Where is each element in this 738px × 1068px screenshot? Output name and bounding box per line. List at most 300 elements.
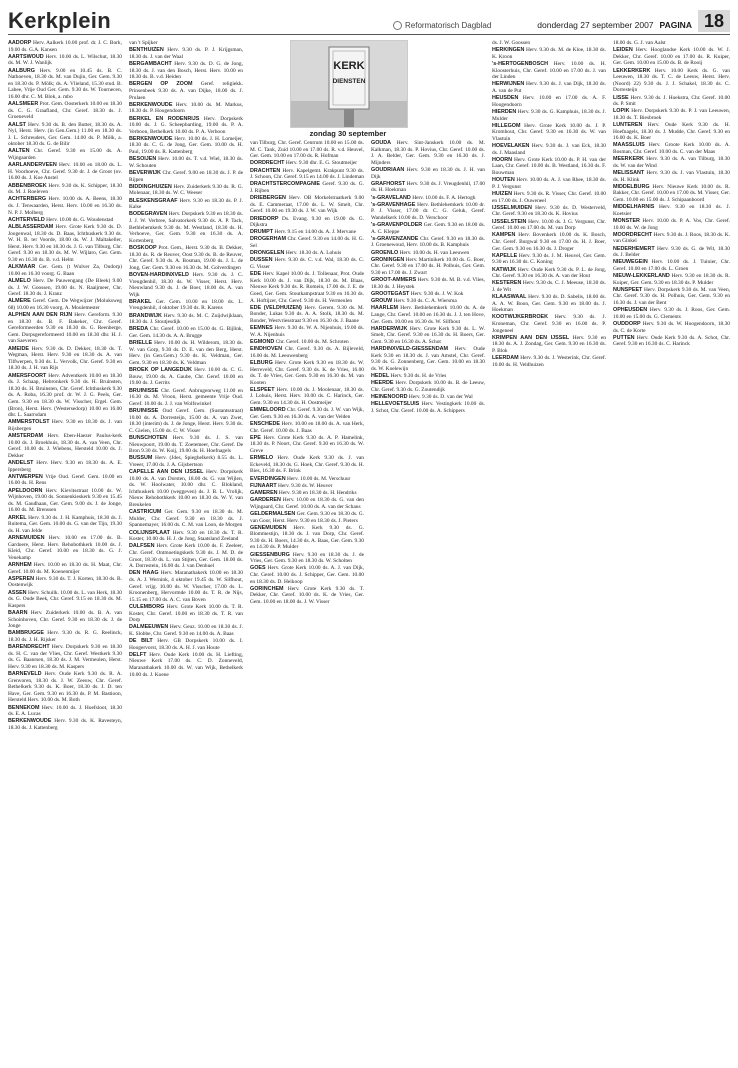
place-name: NIEUW-LEKKERLAND: [613, 273, 670, 280]
place-name: BERKENWOUDE: [129, 135, 173, 142]
service-details: Ger. Gem. (t Wulver Za, Oudorp) 10.00 en 16.30 voorg. G. Baan: [8, 264, 122, 277]
listing-entry: [613, 287, 730, 307]
service-details: Herv. 9.30 ds. J. Hoekstra, Chr. Geref. 10.00 ds. P. Smit: [613, 94, 730, 108]
service-details: Herv. 9.30 ds. G. de Wit, 18.30 ds. J. Belder: [613, 245, 730, 259]
place-name: 's-HERTOGENBOSCH: [492, 60, 548, 67]
listing-entry: [371, 181, 485, 194]
listing-entry: [8, 346, 122, 372]
place-name: HUIZEN: [492, 191, 513, 197]
listing-column-4: [371, 140, 485, 1060]
service-details: Herv. 10.00 ds. T. v.d. Wiel, 18.30 ds. W. Schouten: [129, 156, 243, 169]
listing-entry: [250, 455, 364, 475]
service-details: Herv. 9.30 ds. C. v.d. Wal, 18.30 ds. C. G. Visser: [250, 257, 364, 271]
place-name: NIEUWEGEIN: [613, 259, 648, 266]
place-name: 's-GRAVENZANDE: [371, 235, 419, 242]
listing-entry: [492, 205, 606, 218]
listing-entry: [129, 530, 243, 543]
service-details: Herv. Martinikerk 10.00 ds. G. Boer, Chr. Geref. 9.30 en 17.00 ds. H. Polhuis, Ger. Gem. 9.30 en 17.00 ds. J. Zwart: [371, 256, 485, 277]
listing-entry: [250, 236, 364, 249]
place-name: MEERKERK: [613, 156, 644, 163]
place-name: ASSEN: [8, 589, 27, 596]
listing-entry: [492, 143, 606, 156]
place-name: DE BILT: [129, 638, 153, 645]
place-name: ELBURG: [250, 359, 273, 366]
listing-entry: [613, 47, 730, 67]
service-details: Herv. Grote Kerk 9.30 ds. L. W. Smelt, Chr. Geref. 9.30 en 16.30 ds. H. Boers, Ger. Gem. 9.30 en 16.30 ds. A. Schot: [371, 325, 485, 345]
listing-entry: [250, 229, 364, 236]
service-details: Herv. 10.00 en 18.00 ds. L. H. Voorhoeve, Chr. Geref. 9.30 dr. J. de Groot (ov. 16.00 ds. J. Koe Anstel: [8, 162, 122, 182]
listing-entry: [250, 435, 364, 455]
service-details: Herv. 9.30 ds. D. Sabelis, 18.00 ds. A. A. W. Boon, Ger. Gem. 9.30 en 18.00 ds. J. Hoekman: [492, 294, 606, 314]
listing-entry: [250, 483, 364, 490]
service-details: Herv. Vestingkerk 10.00 ds. J. Schot, Chr. Geref. 10.00 ds. A. Schippers: [371, 401, 485, 414]
service-details: Herv. Grote Kerk 9.30 ds. A. P. Hamelink, 18.30 ds. P. Noort, Chr. Geref. 9.30 en 16.30 ds. W. Greve: [250, 434, 364, 454]
listing-entry: [129, 604, 243, 624]
header-rule: [8, 34, 730, 35]
listing-entry: [613, 246, 730, 259]
service-details: Herv. Oude Kerk 9.30 ds. A. Schot, Chr. Geref. 9.30 en 16.30 ds. C. Harinck: [613, 334, 730, 348]
listing-entry: [613, 307, 730, 320]
place-name: HELLEVOETSLUIS: [371, 401, 420, 408]
place-name: BLESKENSGRAAF: [129, 197, 178, 204]
listing-entry: [8, 515, 122, 535]
place-name: BAARN: [8, 609, 28, 616]
listing-entry: [8, 196, 122, 216]
service-details: Herv. 9.30 ds. K. Schipper, 18.30 ds. M. J. Roeleven: [8, 182, 122, 196]
listing-entry: [129, 198, 243, 211]
listing-entry: [8, 101, 122, 121]
listing-entry: [371, 346, 485, 372]
service-details: Ger. Gem. 9.30 en 18.30 ds. M. Mulder, Chr. Geref. 9.30 en 18.30 ds. J. Spannemayer, 16.00 ds. C. M. van Loon, de Morgen: [129, 509, 243, 529]
listing-entry: [371, 222, 485, 235]
listing-entry: [613, 218, 730, 231]
service-details: Herv. 10.00 ds. P. A. Vos, Chr. Geref. 10.00 ds. W. de Jong: [613, 217, 730, 231]
listing-entry: [492, 219, 606, 232]
listing-entry: [492, 355, 606, 368]
listing-entry: [250, 421, 364, 434]
place-name: EINDHOVEN: [250, 346, 283, 353]
paper-logo-icon: [393, 21, 402, 30]
place-name: KOOTWIJKERBROEK: [492, 314, 549, 321]
place-name: ENSCHEDE: [250, 421, 280, 428]
place-name: AMEIDE: [8, 345, 29, 352]
place-name: EDE: [250, 271, 262, 278]
listing-entry: [8, 419, 122, 432]
place-name: FIJNAART: [250, 482, 277, 489]
listing-entry: [129, 509, 243, 529]
place-name: LOPIK: [613, 108, 630, 115]
listing-entry: [371, 326, 485, 346]
listing-entry: [492, 47, 606, 60]
service-details: Herv. 10.00 ds. G. Woudenstad: [46, 216, 114, 223]
service-details: Ger. Gem. 9.30 en 18.30 ds. G. van Goor, Herst. Herv. 9.30 en 18.30 ds. J. Pieters: [250, 510, 364, 524]
place-name: AMMERSTOLST: [8, 419, 50, 426]
listing-entry: [371, 291, 485, 298]
service-details: Herv. 10.00 ds. J. G. Vergunst, Chr. Geref. 10.00 en 17.00 ds. M. van Dorp: [492, 218, 606, 232]
place-name: DELFT: [129, 651, 147, 658]
place-name: BUNSCHOTEN: [129, 434, 168, 441]
service-details: Herv. Kapelgemt. Krakpunt 9.30 ds. J. Schoon, Chr. Geref. 9.15 en 14.00 ds. J. Lindeman: [250, 167, 364, 181]
service-details: Herv. Hooglandse Kerk 10.00 ds. W. J. Dekker, Chr. Geref. 10.00 en 17.00 ds. R. Kuiper, Ger. Gem. 10.00 en 15.00 ds. B. de Rooij: [613, 47, 730, 67]
listing-entry: [492, 40, 606, 47]
place-name: GOUDA: [371, 140, 392, 146]
service-details: Herv. Kerk 9.30 ds. G. Blommestijn, 18.30 ds. J. van Dorp, Chr. Geref. 9.30 ds. H. Boers, 14.30 ds. A. Baas, Ger. Gem. 9.30 en 14.30 ds. P. Mulder: [250, 524, 364, 551]
place-name: DRACHTEN: [250, 167, 281, 174]
listing-entry: [371, 140, 485, 166]
service-details: Herv. Dorpskerk 10.00 ds. J. G. Scheepbarding, 19.00 ds. P. A. Verboon, Bethelkerk 10.00 ds. P. A. Verboon: [129, 115, 243, 135]
service-details: Herv. 10.00 ds. H. van Leeuwen: [399, 249, 470, 256]
place-name: BERKEL EN RODENRIJS: [129, 115, 200, 122]
listing-entry: [492, 109, 606, 122]
service-details: 18.00 ds. G. J. van Aalst: [613, 40, 666, 46]
listing-entry: [250, 140, 364, 160]
service-details: Chr. Geref. 9.30 en 15.00 ds. A. Wijngaarden: [8, 148, 122, 162]
place-name: GROOTEGAST: [371, 291, 410, 297]
service-details: Herv. Dorpskerk 9.30 en 18.30 ds. H. C. van der Vlies, Chr. Geref. Westkerk 9.30 ds. G. Baanrsen, 18.30 ds. J. M. Vermeulen, Herst. Herv. 9.30 en 18.30 ds. M. Kaspers: [8, 644, 122, 670]
place-name: ABBENBROEK: [8, 182, 47, 189]
service-details: Herv. 9.30 ds. J. Roos, 18.30 ds. K. van Ginkel: [613, 231, 730, 245]
place-name: AALBURG: [8, 67, 35, 74]
service-details: Herv. 9.30 ds. B. den Butter, 18.30 ds. A. Nyl, Herst. Herv. (in Gen.Gem.) 11.00 en 18.30 ds. J. L. Schreuders, Ger. Gem. 14.00 ds. P. Mölk, a. oktober 18.30 ds. G. de Bilir: [8, 121, 122, 148]
place-name: BREDA: [129, 326, 149, 333]
service-details: Herv. Oude Kerk 9.30 ds. H. Hoefnagels, 18.30 ds. J. Mudde, Chr. Geref. 9.30 en 16.00 ds. K. Boer: [613, 122, 730, 142]
service-details: ds. J. W. Goossen: [492, 40, 531, 46]
service-details: Herv. 9.30 ds. J. S. van Nieuwpoort, 19.00 ds. T. Zoetemeer, Chr. Geref. De Bron 9.30 ds. W. Koij, 19.00 ds. H. Hoefnagels: [129, 434, 243, 455]
place-name: AMERSFOORT: [8, 372, 47, 379]
place-name: HILLEGOM: [492, 122, 521, 129]
place-name: HEDEL: [371, 373, 390, 380]
service-details: Herv. Bethlehemkerk 10.00 dr. P. J. Visser, 17.00 dr. C. G. Geluk, Geref. Wandelkerk 10.00 ds. D. Verschoor: [371, 201, 485, 221]
listing-entry: [129, 543, 243, 569]
listing-entry: [129, 313, 243, 326]
listing-entry: [129, 102, 243, 115]
service-details: Vrije Oud. Geref. Gem. 10.00 en 16.00 ds. H. Rens: [8, 473, 122, 487]
service-details: Herv. De Pauwengang (De Bleek) 9.00 ds. J. W. Goossen, 19.00 ds. N. Raaijmeer, Chr. Geref. 18.30 ds. J. Kranz: [8, 277, 122, 298]
place-name: BODEGRAVEN: [129, 211, 168, 218]
place-name: EDE (VELDHUIZEN): [250, 304, 302, 311]
place-name: BAMBRUGGE: [8, 630, 44, 637]
service-details: Herv. 9.30 ds. D. G. de Jong, 18.30 ds. J. van den Bosch, Herst. Herv. 10.00 en 18.30 ds. B. v.d. Heiden: [129, 60, 243, 81]
place-name: EMMELOORD: [250, 407, 286, 414]
church-sign-illustration: [291, 41, 407, 127]
listing-entry: [492, 177, 606, 190]
place-name: MONSTER: [613, 217, 640, 224]
listing-entry: [492, 232, 606, 252]
place-name: GARDEREN: [250, 497, 281, 504]
service-details: Herv. Oude Kerk 9.30 ds. J. van Eckeveld, 18.30 ds. G. Hoek, Chr. Geref. 9.30 ds. H. Bies, 16.30 ds. F. Brink: [250, 455, 364, 475]
service-details: Herv. Grote Kerk 10.00 ds. A. J. van Dijk, Chr. Geref. 10.00 ds. J. Schipper, Ger. Gem. 10.00 en 18.30 ds. D. Heikoop: [250, 565, 364, 585]
service-details: Herv. 10.00 ds. J. Tuinier, Chr. Geref. 10.00 en 17.00 ds. L. Groen: [613, 259, 730, 272]
service-details: van Tilburg, Chr. Geref. Centrum 10.00 en 15.00 ds. M. C. Tank, Zuid 10.00 en 17.00 ds. R. v.d. Heuvel, Ger. Gem. 10.00 en 17.00 ds. R. Hofman: [250, 140, 364, 160]
place-name: DRONGELEN: [250, 250, 285, 257]
place-name: ALMELO: [8, 277, 31, 284]
listing-entry: [371, 305, 485, 325]
service-details: Herv. 9.30 ds. J. van Eck, 18.30 ds. J. Maasland: [492, 143, 606, 156]
service-details: Herv. 9.30 ds. A. van Tilburg, 18.30 ds. W. van der Wind: [613, 156, 730, 169]
listing-entry: [250, 325, 364, 338]
service-details: Herv. 10.00 ds. J. Moolenaar, 18.30 ds. J. Lohuis, Herst. Herv. 10.00 ds. C. Harinck, Ger. Gem. 9.30 en 14.30 ds. H. Oostmeijer: [250, 386, 364, 407]
place-name: IJSSELMUIDEN: [492, 204, 532, 211]
place-name: DALFSEN: [129, 543, 155, 550]
service-details: Herv. Dorpskerk 10.00 ds. B. de Leeuw, Chr. Geref. 9.30 ds. G. Zoutendijk: [371, 380, 485, 393]
service-details: Herv. 9.30 ds. J. Vreugdenhil, 17.00 ds. H. Hoekman: [371, 180, 485, 194]
place-name: ARNEMUIDEN: [8, 535, 45, 541]
service-details: Herv. 10.00 ds. L. Wilschut, 18.30 ds. M. W. J. Wanlijk: [8, 53, 122, 67]
place-name: APELDOORN: [8, 487, 43, 494]
listing-entry: [371, 195, 485, 202]
listing-entry: [250, 168, 364, 181]
service-details: Herv. 9.30 ds. C. J. Meeuse, 18.30 ds. J. de Wit: [492, 280, 606, 293]
place-name: GIESSENBURG: [250, 551, 290, 558]
place-name: AMSTERDAM: [8, 433, 44, 440]
place-name: LUNTEREN: [613, 122, 643, 129]
service-details: Herv. 9.30 ds. D. Dekker, 18.30 ds. T. Wegman, Herst. Herv. 9.30 en 18.30 ds. A. van Tilfwerpen, 9.30 ds. L. Vervolk, Chr. Geref. 9.30 en 18.30 ds. J. H. van Rijs: [8, 345, 122, 372]
place-name: MELISSANT: [613, 170, 645, 177]
place-name: HIERDEN: [492, 108, 517, 115]
place-name: HEERDE: [371, 380, 394, 387]
service-details: Herv. 9.30 en 18.30 ds. P. J. Kalse: [129, 197, 243, 211]
listing-entry: [129, 184, 243, 197]
service-details: Herv. 9.30 ds. T. J. Korten, 18.30 ds. B. Oostenwijk: [8, 575, 122, 589]
service-details: Herv. 9.30 ds. G. Kamphuis, 18.30 ds. J. Mulder: [492, 108, 606, 122]
service-details: Herv. 9.30 ds. J. van Vlastuin, 18.30 ds. H. Klink: [613, 170, 730, 183]
service-details: Herv. 10.00 ds. A. Beens, 18.30 ds. J. Tenwaarden, Herst. Herv. 10.00 en 16.30 ds. N. P. J. Molberg: [8, 196, 122, 216]
service-details: Ger. Gem. 10.00 en 18.00 ds. L. Vreugdenhil, 4 oktober 19.30 ds. R. Karens: [129, 298, 243, 312]
place-name: LEIDEN: [613, 47, 633, 54]
listing-entry: [371, 298, 485, 305]
place-name: KAPELLE: [492, 252, 518, 259]
listing-entry: [129, 455, 243, 468]
listing-entry: [8, 433, 122, 459]
place-name: GROENLO: [371, 249, 399, 256]
service-details: Herv. Bovenkerk 10.00 ds. K. Bosch, Chr. Geref. Burgwal 9.30 en 17.00 ds. H. J. Boer, Ger. Gem. 9.30 en 16.30 ds. J. Droger: [492, 232, 606, 252]
service-details: Herv. Sint-Janskerk 10.00 ds. M. Kalkman, 18.30 ds. P. Hovius, Chr. Geref. 10.00 ds. J. A. Belder, Ger. Gem. 9.30 en 16.30 ds. J. Mijnders: [371, 140, 485, 166]
service-details: Herv. 9.30 ds. D. van der Wal: [408, 394, 473, 401]
listing-entry: [492, 267, 606, 280]
place-name: COLIJNSPLAAT: [129, 529, 170, 536]
listing-entry: [250, 407, 364, 420]
service-details: Herv. 9.30 ds. C. A. Wiersma: [393, 298, 457, 305]
listing-entry: [492, 314, 606, 334]
listing-entry: [8, 671, 122, 704]
service-details: Herv. 9.30 dhr. E. G. Stoutmeijer: [285, 160, 358, 167]
listing-entry: [129, 408, 243, 434]
page-header: [8, 6, 730, 32]
listing-entry: [613, 142, 730, 155]
service-details: Chr. Geref. 9.30 en 18.30 ds. J. Groenewoud, Herv. 10.00 ds. B. Kamphuis: [371, 235, 485, 249]
place-name: BRIELLE: [129, 340, 153, 347]
service-details: Herv. Grote Kerk 10.00 ds. F. Zeeleer, Chr. Geref. Ontmoetingskerk 9.30 ds. J. M. D. de Groot, 18.30 ds. L. van Stijten, Ger. Gem. 18.00 ds. A. Dorrestein, 16.00 ds. J. van Denhuel: [129, 543, 243, 570]
service-details: Ger. Gem. 9.30 en 18.00 ds. A. C. Kleppe: [371, 222, 485, 235]
listing-entry: [129, 624, 243, 637]
service-details: Herv. Grote Kerk 9.30 ds. T. Dekker, Chr. Geref. 10.00 ds. K. de Vries, Ger. Gem. 10.00 en 18.00 ds. J. W. Visser: [250, 585, 364, 605]
service-details: Herv. 10.00 en 18.00 ds. A. van Herk, Chr. Geref. 10.00 ds. J. Baas: [250, 421, 364, 434]
listing-entry: [613, 232, 730, 245]
place-name: MAASSLUIS: [613, 142, 645, 149]
service-details: Herv. Oude Kerk 9.30 ds. P. L. de Jong, Chr. Geref. 9.30 en 16.30 ds. A. van der Hout: [492, 266, 606, 280]
place-name: LEERDAM: [492, 355, 519, 362]
service-details: Herv. 10.00 ds. A. J. van Rhee, 18.30 ds. P. J. Vergunst: [492, 177, 606, 190]
listing-entry: [250, 195, 364, 215]
listing-entry: [8, 373, 122, 419]
place-name: GENEMUIDEN: [250, 524, 287, 531]
listing-entry: [129, 326, 243, 339]
service-details: Herv. 10.00 en 17.00 ds. A. F. Hoogendoorn: [492, 95, 606, 108]
listing-entry: [613, 156, 730, 169]
place-name: DRIEBERGEN: [250, 195, 286, 202]
listing-entry: [371, 401, 485, 414]
listing-entry: [613, 95, 730, 108]
place-name: HOEVELAKEN: [492, 143, 530, 150]
place-name: LEKKERKERK: [613, 67, 651, 74]
page-number: 18: [698, 10, 730, 32]
place-name: BRUINISSE: [129, 407, 159, 414]
listing-entry: [129, 299, 243, 312]
listing-entry: [8, 224, 122, 264]
listing-entry: [8, 122, 122, 148]
service-details: Herv. Kapel 10.00 ds. J. Tollenaar, Prot. Oude Kerk 10.00 ds. J. van Dijk, 18.30 ds. M. Blaas, Nieuwe Kerk 9.30 ds. R. Romein, 17.00 ds. J. E. de Goed, Ger. Gem. Stoutkampstraat 9.30 en 16.30 ds. A. Hoftijzer, Chr. Geref. 9.30 ds. H. Vermeulen: [250, 271, 364, 304]
place-name: HERWIJNEN: [492, 81, 525, 88]
place-name: GOUDRIAAN: [371, 166, 405, 173]
service-details: Herv. Aalkerk 10.00 prof. dr. J. C. Bork, 19.00 ds. G.A. Kansen: [8, 40, 122, 53]
listing-entry: [129, 81, 243, 101]
place-name: GRAFHORST: [371, 180, 406, 187]
service-details: Herv. Oude Kerk 10.00 ds. H. Liefting, Nieuwe Kerk 17.00 ds. C. D. Zonneveld, Maranathakerk 10.00 ds. W. van Wijk, Bethelkerk 10.00 ds. J. Koene: [129, 651, 243, 678]
place-name: HERKINGEN: [492, 47, 525, 54]
service-details: Herv. Gerem. 9.30 ds. M. Bonder, Lukas 9.30 ds. A. A. Stolk, 18.30 ds. M. Bonder, Westvriesstraat 9.30 en 16.30 ds. J. Baane: [250, 304, 364, 324]
service-details: Herv. Groote Kerk 10.00 ds. A. Bosman, Chr. Geref. 10.00 ds. C. van der Maas: [613, 142, 730, 156]
listing-column-2: [129, 40, 243, 1060]
service-details: Herv. 10.00 ds. J. H. Lomeijer, 18.30 ds. C. G. de Jong, Ger. Gem. 10.00 ds. H. Paul, 19.00 ds. R. Kattenberg: [129, 135, 243, 156]
place-name: DRUMPT: [250, 229, 274, 236]
listing-entry: [250, 586, 364, 606]
service-details: Herv. 9.30 en 18.30 ds. H. Hendriks: [278, 489, 357, 496]
place-name: OPHEUSDEN: [613, 307, 648, 314]
service-details: Herv. 9.30 ds. K. Ravesteyn, 18.30 ds. J. Kattenberg: [8, 718, 122, 731]
service-details: Herv. Oude Kerk 9.30 en 18.30 ds. J. van Amstel, Chr. Geref. 9.30 ds. G. Zonnenberg, Ger. Gem. 10.00 en 18.30 ds. W. Koelewijn: [371, 346, 485, 372]
service-details: Herv. Zuiderkerk 9.30 ds. R. G. Molenaar, 18.30 ds. W. C. Weeser: [129, 183, 243, 197]
service-details: Herv. Eben-Haezer Paulus-kerk 10.00 ds. J. Broekhuis, 18.30 ds. A. van Veen, Chr. Geref. 10.00 ds. J. Wiebens, Hersteld 10.00 ds. J. Dekker: [8, 433, 122, 459]
listing-entry: [129, 47, 243, 60]
service-details: Oud Geref. Gem. (Sustantsstraat) 10.00 ds. A. Dorresteijn, 15.00 ds. A. van Zwet, 18.30 (interim) ds. J. de Jonge, Herst. Herv. 9.30 ds. C. Gielen, 15.00 ds. C. W. Visser: [129, 407, 243, 434]
listing-entry: [250, 387, 364, 407]
place-name: MOORDRECHT: [613, 231, 653, 238]
service-details: Herv. 9.30 en 18.30 ds. J. van Rijsbergen: [8, 419, 122, 432]
place-name: ALPHEN AAN DEN RIJN: [8, 312, 73, 319]
listing-entry: [129, 116, 243, 136]
listing-column-6: [613, 40, 730, 1060]
listing-entry: [492, 191, 606, 204]
listing-entry: [492, 253, 606, 266]
place-name: BOSKOOP: [129, 244, 157, 251]
listing-entry: [129, 211, 243, 244]
service-details: Herv. Maranathakerk 10.00 en 18.30 ds. A. J. Wernink, 4 oktober 19.45 ds. W. Silfhout, Geref. vrijg. 10.00 ds. W. Visscher, 17.00 ds. L. Kroonenberg, Hervormde 10.00 ds. T. R. de Nijs, 15.15 en 17.00 ds. A. C. van Boven: [129, 570, 243, 603]
service-details: Herv. 9.30 en 18.30 ds. T. R. Koster, 10.00 ds. H. J. de Jong, Staatsland Zeeland: [129, 529, 243, 543]
listing-entry: [8, 217, 122, 224]
listing-entry: [613, 170, 730, 183]
place-name: ALBLASSERDAM: [8, 223, 54, 230]
listing-entry: [492, 81, 606, 94]
service-details: Herv. 9.30 ds. D. Westerveld, Chr. Geref. 9.30 en 18.30 ds. K. Hovius: [492, 204, 606, 218]
place-name: ANDELST: [8, 460, 34, 467]
place-name: 's-GRAVENPOLDER: [371, 222, 423, 229]
listing-entry: [613, 108, 730, 121]
listing-entry: [250, 476, 364, 483]
place-name: MIDDELHARNIS: [613, 204, 655, 211]
listing-entry: [371, 394, 485, 401]
place-name: BEVERWIJK: [129, 170, 161, 177]
service-details: Herv. 18.30 ds. A. Lohuis: [285, 250, 342, 257]
sign-text-line1: KERK: [333, 60, 365, 72]
listing-entry: [8, 562, 122, 575]
place-name: GROUW: [371, 298, 393, 305]
place-name: DORDRECHT: [250, 160, 285, 167]
place-name: BESOIJEN: [129, 156, 157, 163]
service-details: Herv. 9.30 ds. R. G. Reelinck, 18.30 ds. J. H. Rijsker: [8, 630, 122, 643]
service-details: Chr. Geref. Anbrugenrweg 11.00 en 16.30 ds. M. Vroon, Herst. gemeente Vrije Oud. Geref. 10.00 ds. J. J. van Wolfswinkel: [129, 387, 243, 407]
place-name: BUSSUM: [129, 455, 153, 462]
place-name: BRUINISSE: [129, 387, 159, 394]
service-details: Herv. 10.00 ds. C. G. Bouw, 19.00 ds. A. Gaube, Chr. Geref. 10.00 en 19.00 ds. J. Gerrits: [129, 367, 243, 387]
service-details: Herv. 9.30 ds. J. Kroneman, Chr. Geref. 9.30 en 16.00 ds. P. Jongeneel: [492, 314, 606, 334]
listing-entry: [492, 335, 606, 355]
listing-entry: [250, 160, 364, 167]
service-details: Ds. Evang. 9.30 en 19.00 ds. G. Dijkstra: [250, 215, 364, 229]
service-details: Herv. 9.30 ds. J. Roos, Ger. Gem. 10.00 en 15.00 ds. G. Clements: [613, 307, 730, 320]
listing-entry: [8, 54, 122, 67]
listing-entry: [8, 535, 122, 561]
place-name: EEMNES: [250, 325, 273, 332]
listing-entry: [613, 204, 730, 217]
place-name: 's-GRAVENHAGE: [371, 201, 416, 208]
place-name: BRANDWIJK: [129, 312, 162, 319]
place-name: CAPELLE AAN DEN IJSSEL: [129, 469, 204, 476]
service-details: Chr. Geref. 9.30 ds. A. Bijleveld, 16.00 ds. M. Leeuwenberg: [250, 346, 364, 359]
listing-entry: [8, 644, 122, 670]
place-name: KATWIJK: [492, 266, 517, 273]
place-name: BERGAMBACHT: [129, 60, 172, 67]
place-name: BERKENWOUDE: [129, 101, 173, 108]
place-name: IJSSELSTEIN: [492, 218, 527, 225]
place-name: OUDDORP: [613, 321, 641, 328]
service-details: Herv. Grote Kerk 10.00 ds. P. H. van der Laan, Chr. Geref. 10.00 ds. B. Westland, 16.30 ds. F. Bouwman: [492, 156, 606, 177]
place-name: BENNEKOM: [8, 704, 40, 711]
service-details: Herv. Nieuwe Kerk 10.00 ds. R. Bakker, Chr. Geref. 10.00 en 17.00 ds. M. Visser, Ger. Gem. 10.00 en 15.00 ds. J. Schipaanboord: [613, 183, 730, 203]
listing-entry: [371, 236, 485, 249]
service-details: Herv. 10.00 ds. H. Kloosterhuis, Chr. Geref. 10.00 en 17.00 ds. J. van der Linden: [492, 60, 606, 81]
page-label: PAGINA: [659, 20, 692, 30]
listing-entry: [8, 610, 122, 630]
place-name: BARNEVELD: [8, 671, 42, 678]
service-details: Herv. 9.30 ds. W. Heuver: [278, 482, 333, 489]
service-details: Herv. 9.30 en 18.30 ds. R. Kuiper, Ger. Gem. 9.30 en 18.30 ds. P. Mulder: [613, 273, 730, 286]
service-details: Herv. Grote Kerk 10.00 ds. T. R. Koster, Chr. Geref. 10.00 en 18.30 ds. T. R. van Dorp: [129, 603, 243, 624]
place-name: HARDERWIJK: [371, 325, 408, 332]
place-name: GORINCHEM: [250, 585, 284, 592]
listing-entry: [613, 68, 730, 94]
listing-entry: [613, 122, 730, 142]
place-name: HOORN: [492, 156, 513, 163]
place-name: KLAASWAAL: [492, 294, 527, 301]
place-name: MIDDELBURG: [613, 183, 650, 190]
service-details: Herv. 9.30 ds. M. C. Zuijdwijklaan, 18.30 ds. J. Stoutjesdijk: [129, 312, 243, 326]
service-details: Herv. 9.30 ds. J. van Dijk, 18.30 ds. A. van de Put: [492, 81, 606, 94]
service-details: Herv. Zuiderkerk 10.00 ds. B. A. van Schoinhoven, Chr. Geref. 9.30 en 18.30 ds. J. de Jonge: [8, 609, 122, 630]
listing-entry: [250, 339, 364, 346]
service-details: Herv. GB Dorpskerk 10.00 ds. I. Hoogervorst, 18.30 ds. A. H. J. van Houte: [129, 638, 243, 651]
listing-entry: [250, 346, 364, 359]
listing-entry: [371, 373, 485, 380]
